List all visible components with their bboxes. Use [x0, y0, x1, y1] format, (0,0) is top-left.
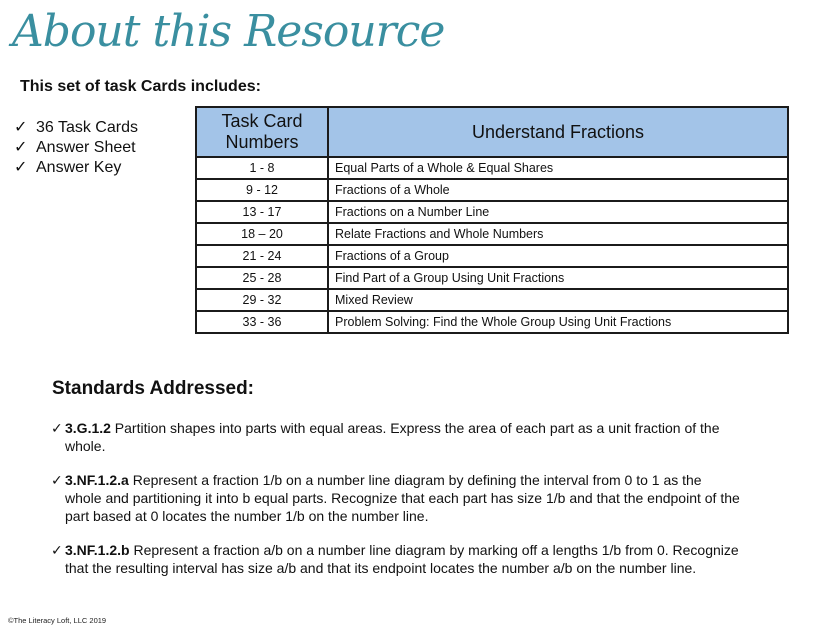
intro-heading: This set of task Cards includes:: [20, 78, 261, 95]
standard-text: Represent a fraction 1/b on a number line diagram by defining the interval from 0 to 1 as the whole and partitioning it into b equal parts. Recognize that each part has size 1/b and that the endpoint of the part based at 0 locates the number 1/b on the number line.: [65, 472, 740, 524]
topic-cell: Problem Solving: Find the Whole Group Using Unit Fractions: [328, 311, 788, 333]
card-numbers-cell: 9 - 12: [196, 179, 328, 201]
list-item: [14, 158, 138, 178]
card-numbers-cell: 18 – 20: [196, 223, 328, 245]
list-item: [14, 138, 138, 158]
column-header-topic: Understand Fractions: [328, 107, 788, 157]
page-title: About this Resource: [12, 6, 445, 57]
standard-code: 3.NF.1.2.b: [65, 542, 130, 558]
table-header-row: [196, 107, 788, 157]
list-item-text: Answer Sheet: [36, 139, 136, 156]
check-icon: ✓: [51, 420, 63, 436]
table-row: [196, 201, 788, 223]
includes-list: [14, 118, 138, 178]
standard-text: Partition shapes into parts with equal areas. Express the area of each part as a unit fraction of the whole.: [65, 420, 720, 454]
topic-cell: Find Part of a Group Using Unit Fractions: [328, 267, 788, 289]
standard-item: [52, 419, 742, 455]
table-row: [196, 179, 788, 201]
topic-cell: Fractions of a Whole: [328, 179, 788, 201]
table-row: [196, 245, 788, 267]
check-icon: ✓: [14, 139, 28, 156]
topic-cell: Equal Parts of a Whole & Equal Shares: [328, 157, 788, 179]
list-item: [14, 118, 138, 138]
standard-code: 3.G.1.2: [65, 420, 111, 436]
topic-cell: Relate Fractions and Whole Numbers: [328, 223, 788, 245]
table-row: [196, 223, 788, 245]
check-icon: ✓: [51, 542, 63, 558]
table-row: [196, 311, 788, 333]
standards-list: [52, 419, 742, 593]
list-item-text: Answer Key: [36, 159, 122, 176]
check-icon: ✓: [14, 119, 28, 136]
card-numbers-cell: 13 - 17: [196, 201, 328, 223]
topic-cell: Mixed Review: [328, 289, 788, 311]
standard-code: 3.NF.1.2.a: [65, 472, 129, 488]
topic-cell: Fractions of a Group: [328, 245, 788, 267]
standard-item: [52, 471, 742, 525]
card-numbers-cell: 21 - 24: [196, 245, 328, 267]
standard-item: [52, 541, 742, 577]
table-row: [196, 267, 788, 289]
card-numbers-cell: 29 - 32: [196, 289, 328, 311]
list-item-text: 36 Task Cards: [36, 119, 138, 136]
task-card-table: [195, 106, 789, 334]
table-row: [196, 157, 788, 179]
table-row: [196, 289, 788, 311]
card-numbers-cell: 33 - 36: [196, 311, 328, 333]
check-icon: ✓: [51, 472, 63, 488]
standards-heading: Standards Addressed:: [52, 378, 255, 399]
card-numbers-cell: 25 - 28: [196, 267, 328, 289]
topic-cell: Fractions on a Number Line: [328, 201, 788, 223]
card-numbers-cell: 1 - 8: [196, 157, 328, 179]
standard-text: Represent a fraction a/b on a number line diagram by marking off a lengths 1/b from 0. Recognize that the resulting interval has size a/b and that its endpoint locates the number a/b on the number line.: [65, 542, 739, 576]
column-header-numbers: Task Card Numbers: [196, 107, 328, 157]
copyright-notice: ©The Literacy Loft, LLC 2019: [8, 616, 107, 625]
check-icon: ✓: [14, 159, 28, 176]
